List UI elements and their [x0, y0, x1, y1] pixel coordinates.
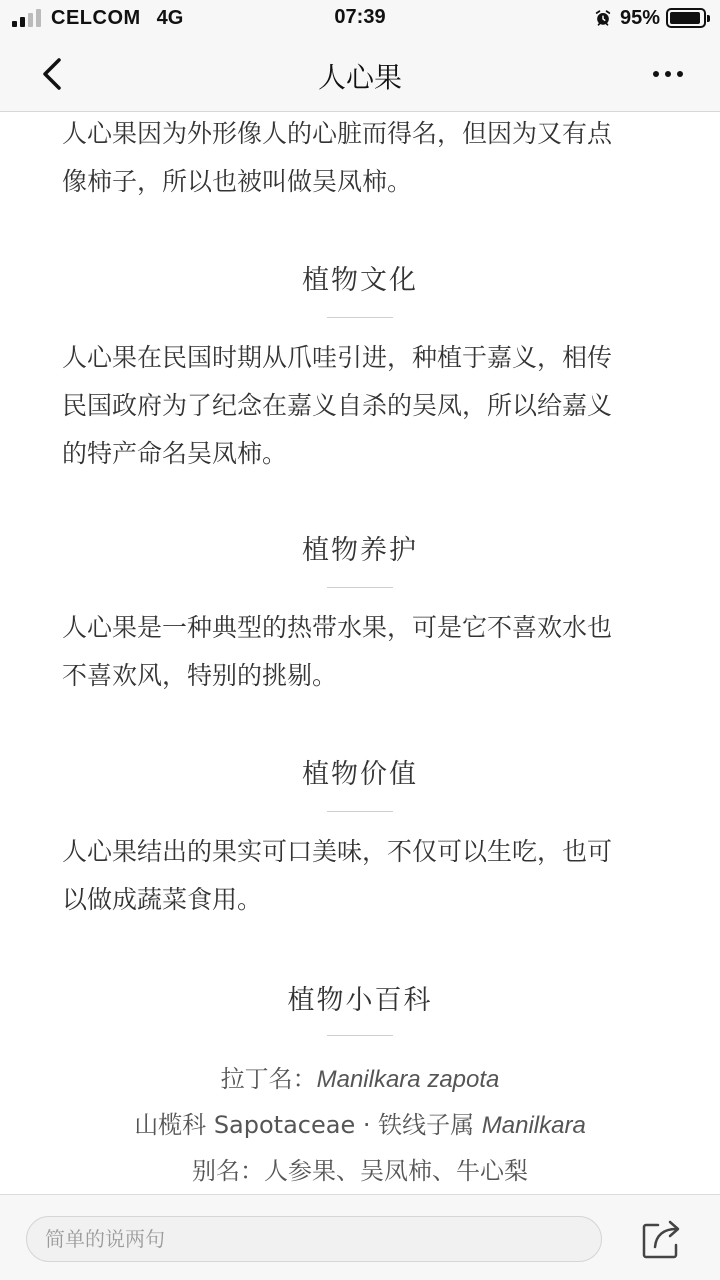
bottom-bar — [0, 1194, 720, 1280]
latin-name-line — [0, 1059, 720, 1094]
text-line: 像柿子，所以也被叫做吴凤柿。 — [62, 167, 413, 196]
share-button[interactable] — [640, 1217, 686, 1261]
comment-input[interactable] — [26, 1216, 602, 1262]
alarm-icon — [594, 9, 612, 27]
status-time: 07:39 — [334, 6, 386, 28]
text-line: 民国政府为了纪念在嘉义自杀的吴凤，所以给嘉义 — [62, 391, 613, 420]
heading-divider — [327, 587, 393, 588]
genus-latin: Manilkara — [481, 1112, 586, 1139]
section-heading-encyclopedia: 植物小百科 — [287, 985, 433, 1016]
section-heading-value: 植物价值 — [302, 759, 418, 790]
latin-name-value: Manilkara zapota — [316, 1066, 500, 1093]
culture-paragraph — [62, 334, 662, 478]
carrier-name: CELCOM — [51, 6, 141, 29]
battery-percent: 95% — [619, 6, 660, 29]
battery-fill — [670, 12, 700, 24]
more-dot — [665, 71, 671, 77]
family-genus-text: 山榄科 Sapotaceae · 铁线子属 — [134, 1111, 482, 1139]
heading-divider — [327, 811, 393, 812]
heading-divider — [327, 1035, 393, 1036]
text-line: 人心果结出的果实可口美味，不仅可以生吃，也可 — [62, 837, 613, 866]
text-line: 的特产命名吴凤柿。 — [62, 439, 288, 468]
nav-bar — [0, 36, 720, 112]
network-type: 4G — [156, 6, 184, 29]
status-right — [594, 6, 706, 30]
latin-name-label: 拉丁名： — [220, 1065, 317, 1093]
status-bar — [0, 0, 720, 36]
section-heading-care: 植物养护 — [302, 535, 418, 566]
alias-line: 别名：人参果、吴凤柿、牛心梨 — [192, 1157, 528, 1185]
share-icon — [640, 1217, 686, 1261]
family-genus-line — [0, 1105, 720, 1140]
battery-icon — [666, 8, 706, 28]
value-paragraph — [62, 828, 662, 924]
section-heading-culture: 植物文化 — [302, 265, 418, 296]
care-paragraph — [62, 604, 662, 700]
more-button[interactable] — [644, 50, 692, 98]
text-line: 人心果因为外形像人的心脏而得名，但因为又有点 — [62, 119, 613, 148]
article-content — [0, 112, 720, 1194]
text-line: 不喜欢风，特别的挑剔。 — [62, 661, 338, 690]
text-line: 人心果在民国时期从爪哇引进，种植于嘉义，相传 — [62, 343, 613, 372]
text-line: 人心果是一种典型的热带水果，可是它不喜欢水也 — [62, 613, 613, 642]
page-title: 人心果 — [317, 61, 402, 94]
heading-divider — [327, 317, 393, 318]
intro-paragraph — [62, 112, 662, 206]
text-line: 以做成蔬菜食用。 — [62, 885, 263, 914]
more-dot — [677, 71, 683, 77]
more-dots-icon — [653, 71, 659, 77]
